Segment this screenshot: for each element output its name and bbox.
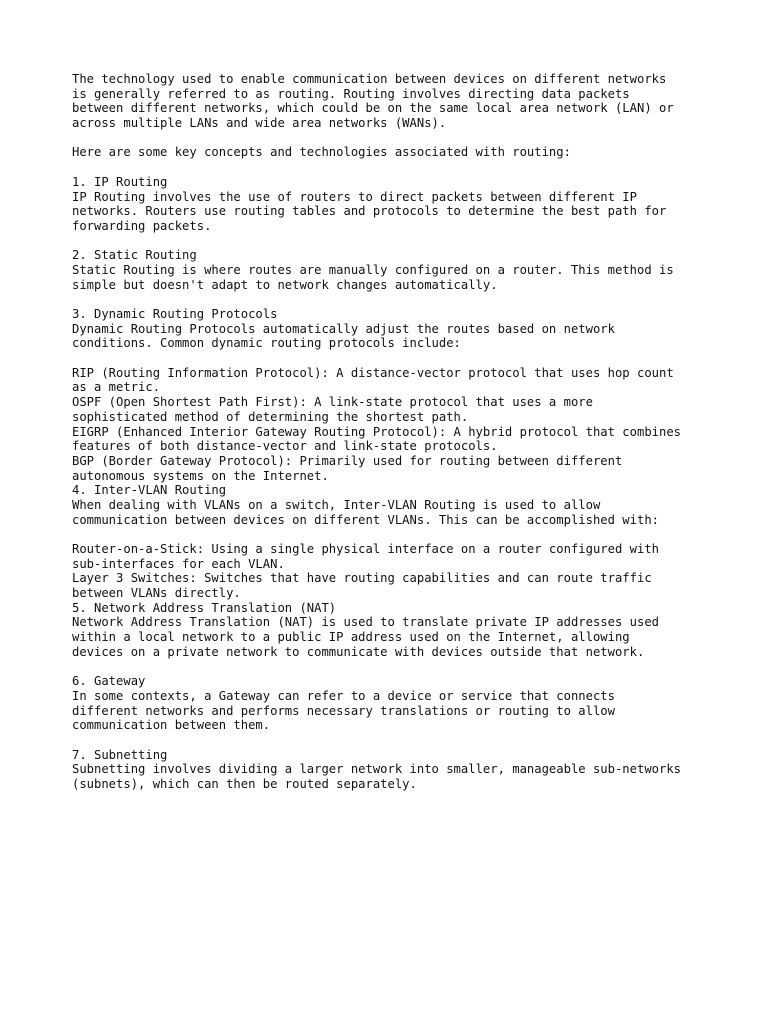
- section-heading: 2. Static Routing: [72, 248, 197, 263]
- section-body-line: forwarding packets.: [72, 218, 212, 233]
- section-body-line: simple but doesn't adapt to network changes automatically.: [72, 277, 498, 292]
- section-heading: 1. IP Routing: [72, 174, 168, 189]
- section-ip-routing: [72, 175, 712, 234]
- spacer: [72, 351, 712, 366]
- spacer: [72, 160, 712, 175]
- section-subnetting: [72, 748, 712, 792]
- section-body-line: networks. Routers use routing tables and protocols to determine the best path for: [72, 204, 667, 219]
- section-body-line: communication between devices on different VLANs. This can be accomplished with:: [72, 512, 659, 527]
- list-item-line: sub-interfaces for each VLAN.: [72, 556, 285, 571]
- spacer: [72, 733, 712, 748]
- list-item-line: Router-on-a-Stick: Using a single physical interface on a router configured with: [72, 542, 659, 556]
- section-gateway: [72, 674, 712, 733]
- section-heading: 5. Network Address Translation (NAT): [72, 600, 337, 615]
- intro-line: The technology used to enable communication between devices on different networks: [72, 72, 667, 86]
- section-body-line: When dealing with VLANs on a switch, Inter-VLAN Routing is used to allow: [72, 497, 601, 512]
- spacer: [72, 292, 712, 307]
- section-heading: 6. Gateway: [72, 674, 146, 689]
- spacer: [72, 131, 712, 146]
- section-body-line: In some contexts, a Gateway can refer to a device or service that connects: [72, 688, 615, 703]
- section-body-line: Static Routing is where routes are manually configured on a router. This method is: [72, 262, 674, 277]
- list-item-line: BGP (Border Gateway Protocol): Primarily used for routing between different: [72, 453, 623, 468]
- section-body-line: (subnets), which can then be routed separately.: [72, 777, 417, 791]
- section-dynamic-routing: [72, 307, 712, 483]
- document-page: [72, 72, 712, 792]
- section-body-line: Network Address Translation (NAT) is used to translate private IP addresses used: [72, 615, 659, 630]
- section-body-line: within a local network to a public IP address used on the Internet, allowing: [72, 630, 630, 645]
- section-nat: [72, 601, 712, 660]
- list-item-line: between VLANs directly.: [72, 586, 241, 601]
- intro-line: between different networks, which could be on the same local area network (LAN) or: [72, 101, 674, 116]
- intro-paragraph: [72, 72, 712, 131]
- section-body-line: conditions. Common dynamic routing protocols include:: [72, 336, 461, 351]
- section-body-line: different networks and performs necessary translations or routing to allow: [72, 703, 615, 718]
- section-heading: 4. Inter-VLAN Routing: [72, 483, 227, 498]
- list-item-line: Layer 3 Switches: Switches that have routing capabilities and can route traffic: [72, 571, 652, 586]
- list-item-line: features of both distance-vector and link-state protocols.: [72, 439, 498, 454]
- section-inter-vlan-routing: [72, 483, 712, 601]
- intro-line: is generally referred to as routing. Routing involves directing data packets: [72, 86, 630, 101]
- list-item-line: RIP (Routing Information Protocol): A distance-vector protocol that uses hop count: [72, 365, 674, 380]
- section-body-line: Subnetting involves dividing a larger network into smaller, manageable sub-networks: [72, 762, 682, 777]
- section-heading: 3. Dynamic Routing Protocols: [72, 307, 278, 321]
- spacer: [72, 660, 712, 675]
- list-item-line: sophisticated method of determining the shortest path.: [72, 409, 469, 424]
- list-item-line: as a metric.: [72, 380, 161, 395]
- intro-line: across multiple LANs and wide area networks (WANs).: [72, 116, 447, 131]
- list-item-line: OSPF (Open Shortest Path First): A link-state protocol that uses a more: [72, 395, 593, 410]
- section-body-line: devices on a private network to communicate with devices outside that network.: [72, 644, 645, 659]
- lead-sentence: Here are some key concepts and technologies associated with routing:: [72, 145, 571, 160]
- list-item-line: autonomous systems on the Internet.: [72, 468, 329, 483]
- list-item-line: EIGRP (Enhanced Interior Gateway Routing Protocol): A hybrid protocol that combines: [72, 424, 682, 439]
- section-static-routing: [72, 248, 712, 292]
- spacer: [72, 234, 712, 249]
- section-body-line: communication between them.: [72, 718, 271, 733]
- section-body-line: Dynamic Routing Protocols automatically adjust the routes based on network: [72, 321, 615, 336]
- spacer: [72, 527, 712, 542]
- section-heading: 7. Subnetting: [72, 747, 168, 762]
- section-body-line: IP Routing involves the use of routers to direct packets between different IP: [72, 189, 637, 204]
